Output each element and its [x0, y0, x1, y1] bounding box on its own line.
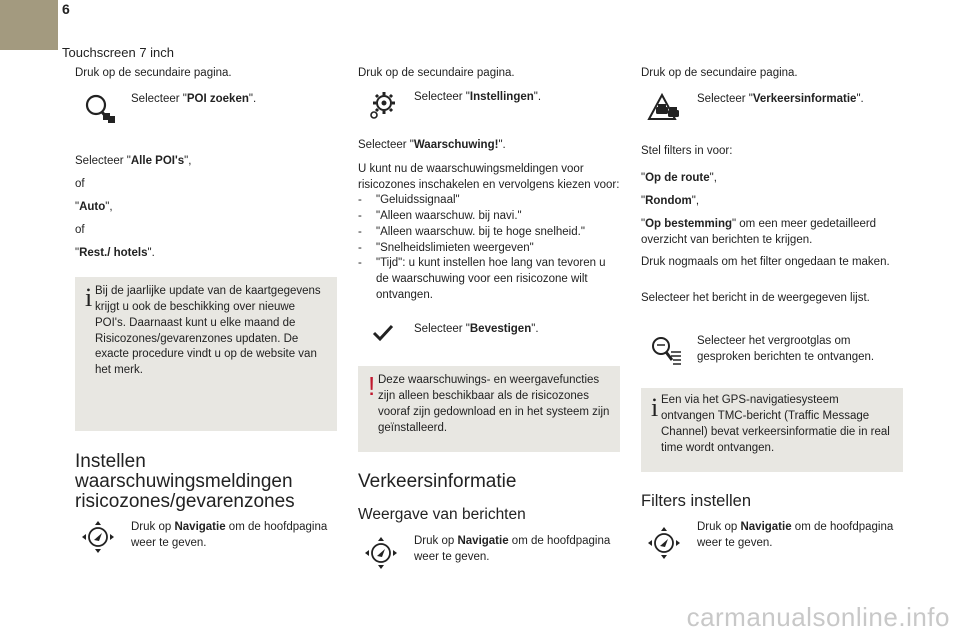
alert-box: [358, 366, 620, 452]
list-item: - "Geluidssignaal": [358, 193, 620, 209]
alert-icon: !: [368, 371, 376, 401]
info-icon: i: [651, 393, 659, 422]
settings-gear-icon: [366, 88, 400, 122]
filters-intro: Stel filters in voor:: [641, 145, 733, 157]
watermark: carmanualsonline.info: [686, 602, 950, 633]
select-settings-text: Selecteer "Instellingen".: [414, 91, 542, 103]
intro-text: Druk op de secundaire pagina.: [641, 67, 798, 79]
subsection-heading: Weergave van berichten: [358, 506, 526, 523]
info-box: [75, 277, 337, 431]
navigation-icon[interactable]: [81, 520, 115, 554]
page-number: 6: [62, 1, 70, 17]
nav-instruction: Druk op Navigatie om de hoofdpagina weer te geven.: [697, 521, 894, 549]
navigation-icon[interactable]: [364, 536, 398, 570]
select-message-text: Selecteer het bericht in de weergegeven lijst.: [641, 292, 870, 304]
info-text: Bij de jaarlijke update van de kaartgegevens krijgt u ook de beschikking over nieuwe POI's. Daarnaast kunt u elke maand de Risicozones/gevarenzones updaten. De exacte procedure vindt u op de website van het merk.: [95, 285, 321, 377]
filter-destination-text: "Op bestemming" om een meer gedetailleerd overzicht van berichten te krijgen.: [641, 218, 877, 246]
undo-filter-text: Druk nogmaals om het filter ongedaan te maken.: [641, 256, 890, 268]
section-heading: Verkeersinformatie: [358, 471, 517, 492]
list-item: - "Alleen waarschuw. bij te hoge snelheid.": [358, 225, 620, 241]
intro-text: Druk op de secundaire pagina.: [75, 67, 232, 79]
check-icon[interactable]: [366, 316, 400, 350]
list-item: - "Alleen waarschuw. bij navi.": [358, 209, 620, 225]
nav-instruction: Druk op Navigatie om de hoofdpagina weer te geven.: [131, 521, 328, 549]
select-traffic-text: Selecteer "Verkeersinformatie".: [697, 93, 864, 105]
section-heading: Filters instellen: [641, 492, 752, 510]
list-item: - "Tijd": u kunt instellen hoe lang van tevoren u de waarschuwing voor een risicozone wilt ontvangen.: [358, 256, 620, 304]
select-warning-text: Selecteer "Waarschuwing!".: [358, 139, 506, 151]
auto-text: "Auto",: [75, 201, 113, 213]
navigation-icon[interactable]: [647, 526, 681, 560]
select-alle-text: Selecteer "Alle POI's",: [75, 155, 192, 167]
filter-route-text: "Op de route",: [641, 172, 717, 184]
filter-rondom-text: "Rondom",: [641, 195, 700, 207]
magnifier-list-icon[interactable]: [649, 334, 683, 368]
description-text: U kunt nu de waarschuwingsmeldingen voor risicozones inschakelen en vervolgens kiezen voor:: [358, 163, 620, 191]
page-tab: [0, 0, 58, 50]
or-text: of: [75, 224, 85, 236]
list-item: - "Snelheidslimieten weergeven": [358, 241, 620, 257]
info-icon: i: [85, 283, 93, 312]
magnifier-text: Selecteer het vergrootglas om gesproken berichten te ontvangen.: [697, 335, 875, 363]
nav-instruction: Druk op Navigatie om de hoofdpagina weer te geven.: [414, 535, 611, 563]
select-poi-text: Selecteer "POI zoeken".: [131, 93, 257, 105]
info-text: Een via het GPS-navigatiesysteem ontvangen TMC-bericht (Traffic Message Channel) bevat verkeersinformatie die in real time wordt ontvangen.: [661, 394, 890, 454]
poi-search-icon: [83, 92, 117, 126]
or-text: of: [75, 178, 85, 190]
header-title: Touchscreen 7 inch: [62, 45, 175, 60]
warning-options-list: [358, 193, 620, 304]
traffic-info-icon: [647, 92, 681, 126]
alert-text: Deze waarschuwings- en weergavefuncties zijn alleen beschikbaar als de risicozones vooraf zijn gedownload en in het systeem zijn geïnstalleerd.: [378, 374, 610, 434]
section-heading: Instellen waarschuwingsmeldingen risicozones/gevarenzones: [75, 451, 295, 512]
info-box: [641, 388, 903, 472]
intro-text: Druk op de secundaire pagina.: [358, 67, 515, 79]
select-confirm-text: Selecteer "Bevestigen".: [414, 323, 539, 335]
rest-hotels-text: "Rest./ hotels".: [75, 247, 155, 259]
